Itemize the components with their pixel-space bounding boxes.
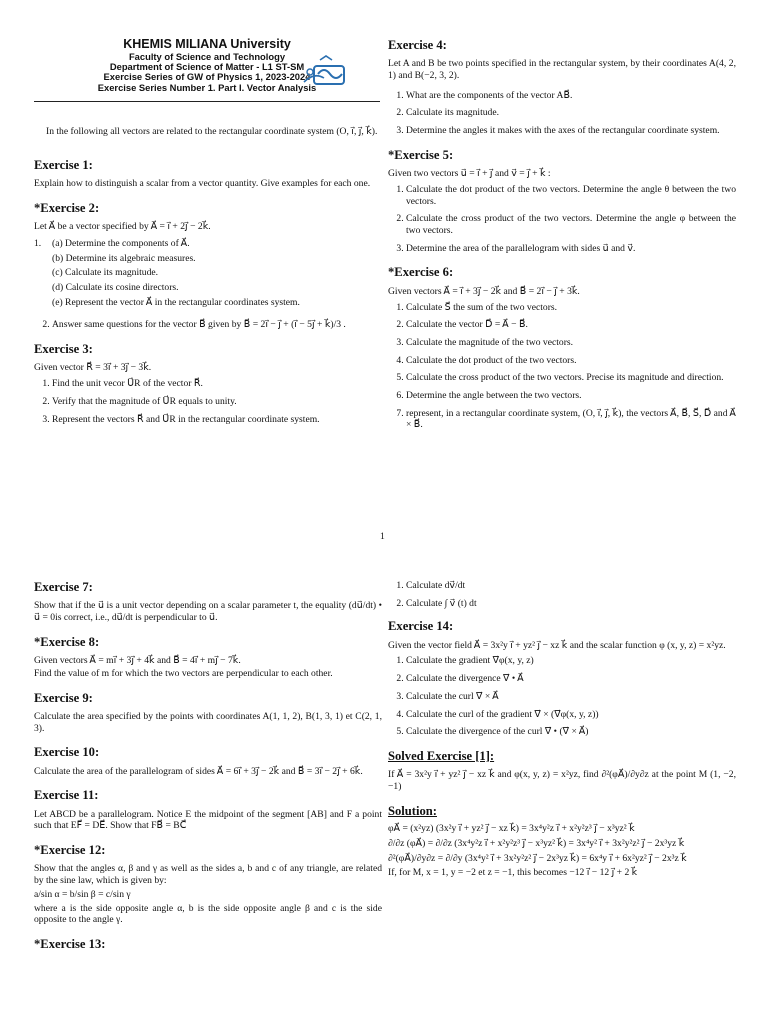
intro-text: In the following all vectors are related to the rectangular coordinate system (O, i⃗, j⃗, k⃗). [46, 126, 378, 137]
list-item: 3. Represent the vectors R⃗ and U⃗R in the rectangular coordinate system. [52, 414, 382, 426]
item-number: 1. [34, 237, 42, 249]
page-2 [0, 548, 768, 1024]
list-item: 5. Calculate the cross product of the two vectors. Precise its magnitude and direction. [406, 372, 736, 384]
exercise-13 [34, 937, 382, 952]
list-item: 4. Calculate the curl of the gradient ∇⃗ × (∇⃗φ(x, y, z)) [406, 709, 736, 721]
exercise-2 [34, 201, 382, 331]
university-logo-icon [300, 52, 348, 92]
list-item: 7. represent, in a rectangular coordinate system, (O, i⃗, j⃗, k⃗), the vectors A⃗, B⃗, S⃗, D⃗ and A⃗ × B⃗. [406, 408, 736, 431]
list-item: 2. Calculate its magnitude. [406, 107, 736, 119]
exercise-text-2: Find the value of m for which the two vectors are perpendicular to each other. [34, 667, 333, 679]
solution [388, 804, 736, 879]
exercise-title: *Exercise 6: [388, 265, 454, 280]
list-item: 1. Calculate dv⃗/dt [406, 580, 736, 592]
right-column-page-1 [388, 38, 736, 442]
exercise-text: If A⃗ = 3x²y i⃗ + yz² j⃗ − xz k⃗ and φ(x, y, z) = x²yz, find ∂²(φA⃗)/∂y∂z at the point M (1, −2, −1) [388, 769, 736, 793]
list-item: 3. Determine the angles it makes with the axes of the rectangular coordinate system. [406, 125, 736, 137]
list-item: 1. What are the components of the vector AB⃗. [406, 90, 736, 102]
list-item: 5. Calculate the divergence of the curl ∇⃗ • (∇⃗ × A⃗) [406, 726, 736, 738]
exercise-title: *Exercise 5: [388, 147, 454, 162]
list-item: 2. Calculate the divergence ∇⃗ • A⃗ [406, 673, 736, 685]
solved-exercise-1 [388, 749, 736, 793]
exercise-title: Exercise 9: [34, 690, 93, 705]
exercise-text: Given vector R⃗ = 3i⃗ + 3j⃗ − 3k⃗. [34, 362, 152, 374]
header-divider [34, 101, 380, 102]
exercise-7 [34, 580, 382, 624]
list-item: 4. Calculate the dot product of the two vectors. [406, 355, 736, 367]
department-name: Department of Science of Matter - L1 ST-SM [109, 61, 305, 73]
exercise-title: Exercise 7: [34, 580, 93, 594]
exercise-text: Explain how to distinguish a scalar from a vector quantity. Give examples for each one. [34, 178, 371, 190]
exercise-text: Given the vector field A⃗ = 3x²y i⃗ + yz² j⃗ − xz k⃗ and the scalar function φ (x, y, z) = x²yz. [388, 639, 726, 651]
list-item: 1. Calculate S⃗ the sum of the two vectors. [406, 302, 736, 314]
exercise-title: Exercise 10: [34, 745, 100, 760]
left-column-page-1 [34, 126, 382, 436]
university-name: KHEMIS MILIANA University [123, 37, 291, 51]
left-column-page-2 [34, 580, 382, 963]
list-item: 3. Determine the area of the parallelogram with sides u⃗ and v⃗. [406, 243, 736, 255]
exercise-1 [34, 158, 382, 190]
solution-line-4: If, for M, x = 1, y = −2 et z = −1, this becomes −12 i⃗ − 12 j⃗ + 2 k⃗ [388, 867, 638, 879]
list-item: 1. Calculate the gradient ∇⃗φ(x, y, z) [406, 655, 736, 667]
exercise-title: Exercise 4: [388, 38, 447, 52]
page-number: 1 [380, 531, 385, 542]
part-title: Exercise Series Number 1. Part I. Vector Analysis [97, 81, 317, 93]
list-item: 3. Calculate the curl ∇⃗ × A⃗ [406, 691, 736, 703]
exercise-title: *Exercise 13: [34, 937, 106, 951]
faculty-name: Faculty of Science and Technology [128, 50, 286, 62]
list-item: 2. Verify that the magnitude of U⃗R equals to unity. [52, 396, 382, 408]
exercise-text: Show that if the u⃗ is a unit vector depending on a scalar parameter t, the equality (du⃗/dt) • u⃗ = 0is correct, i.e., du⃗/dt is perpendicular to u⃗. [34, 600, 382, 624]
sub-item: (a) Determine the components of A⃗. [52, 237, 190, 249]
exercise-text-2: where a is the side opposite angle α, b is the side opposite angle β and c is the side opposite to the angle γ. [34, 902, 382, 926]
exercise-text: Calculate the area specified by the points with coordinates A(1, 1, 2), B(1, 3, 1) et C(2, 1, 3). [34, 710, 382, 734]
exercise-4 [388, 38, 736, 137]
list-item: 2. Calculate the cross product of the two vectors. Determine the angle φ between the two vectors. [406, 213, 736, 236]
sub-item: (b) Determine its algebraic measures. [52, 252, 196, 264]
exercise-8 [34, 635, 382, 680]
solution-line-1: φA⃗ = (x²yz) (3x²y i⃗ + yz² j⃗ − xz k⃗) = 3x⁴y²z i⃗ + x²y²z³ j⃗ − x³yz² k⃗ [388, 823, 635, 835]
list-item: 3. Calculate the magnitude of the two vectors. [406, 337, 736, 349]
list-item: 2. Answer same questions for the vector B⃗ given by B⃗ = 2i⃗ − j⃗ + (i⃗ − 5j⃗ + k⃗)/3 . [52, 319, 382, 331]
list-item: 2. Calculate ∫ v⃗ (t) dt [406, 598, 736, 610]
exercise-title: Exercise 3: [34, 342, 93, 357]
exercise-title: Exercise 1: [34, 157, 93, 172]
exercise-title: *Exercise 8: [34, 634, 100, 649]
exercise-text: Let A and B be two points specified in the rectangular system, by their coordinates A(4, 2, 1) and B(−2, 3, 2). [388, 58, 736, 82]
exercise-text: Given vectors A⃗ = mi⃗ + 3j⃗ + 4k⃗ and B⃗ = 4i⃗ + mj⃗ − 7k⃗. [34, 655, 241, 667]
sub-item: (e) Represent the vector A⃗ in the rectangular coordinates system. [52, 296, 300, 308]
exercise-10 [34, 745, 382, 777]
exercise-6 [388, 265, 736, 431]
list-item: 2. Calculate the vector D⃗ = A⃗ − B⃗. [406, 319, 736, 331]
right-column-page-2 [388, 578, 736, 890]
exercise-text: Let ABCD be a parallelogram. Notice E the midpoint of the segment [AB] and F a point such that EF⃗ = DE⃗. Show that FB⃗ = BC⃗ [34, 808, 382, 832]
solution-line-2: ∂/∂z (φA⃗) = ∂/∂z (3x⁴y²z i⃗ + x²y²z³ j⃗ − x³yz² k⃗) = 3x⁴y² i⃗ + 3x²y²z² j⃗ − 2x³yz k⃗ [388, 837, 685, 849]
list-item: 6. Determine the angle between the two vectors. [406, 390, 736, 402]
exercise-text: Given vectors A⃗ = i⃗ + 3j⃗ − 2k⃗ and B⃗ = 2i⃗ − j⃗ + 3k⃗. [388, 285, 580, 297]
series-title: Exercise Series of GW of Physics 1, 2023-2024 [103, 71, 311, 83]
exercise-3 [34, 342, 382, 425]
exercise-11 [34, 788, 382, 832]
list-item: 1. Find the unit vecor U⃗R of the vector R⃗. [52, 378, 382, 390]
exercise-text: Calculate the area of the parallelogram of sides A⃗ = 6i⃗ + 3j⃗ − 2k⃗ and B⃗ = 3i⃗ − 2j⃗ + 6k⃗. [34, 765, 363, 777]
solution-line-3: ∂²(φA⃗)/∂y∂z = ∂/∂y (3x⁴y² i⃗ + 3x²y²z² j⃗ − 2x³yz k⃗) = 6x⁴y i⃗ + 6x²yz² j⃗ − 2x³z k⃗ [388, 852, 687, 864]
exercise-12 [34, 843, 382, 926]
sub-item: (d) Calculate its cosine directors. [52, 281, 179, 293]
exercise-title: Solved Exercise [1]: [388, 748, 495, 763]
exercise-2-item-1 [34, 238, 382, 312]
exercise-title: *Exercise 12: [34, 843, 106, 858]
exercise-title: Exercise 14: [388, 619, 454, 634]
list-item: 1. Calculate the dot product of the two vectors. Determine the angle θ between the two vectors. [406, 184, 736, 207]
exercise-title: Exercise 11: [34, 788, 99, 803]
exercise-text: Let A⃗ be a vector specified by A⃗ = i⃗ + 2j⃗ − 2k⃗. [34, 221, 211, 233]
exercise-text: Show that the angles α, β and γ as well as the sides a, b and c of any triangle, are related by the sine law, which is given by: [34, 863, 382, 887]
solution-title: Solution: [388, 803, 437, 818]
sine-law-formula: a/sin α = b/sin β = c/sin γ [34, 888, 131, 900]
exercise-14 [388, 619, 736, 738]
exercise-9 [34, 691, 382, 735]
exercise-title: *Exercise 2: [34, 200, 100, 215]
sub-item: (c) Calculate its magnitude. [52, 267, 159, 279]
exercise-text: Given two vectors u⃗ = i⃗ + j⃗ and v⃗ = j⃗ + k⃗ : [388, 168, 551, 180]
exercise-5 [388, 148, 736, 255]
